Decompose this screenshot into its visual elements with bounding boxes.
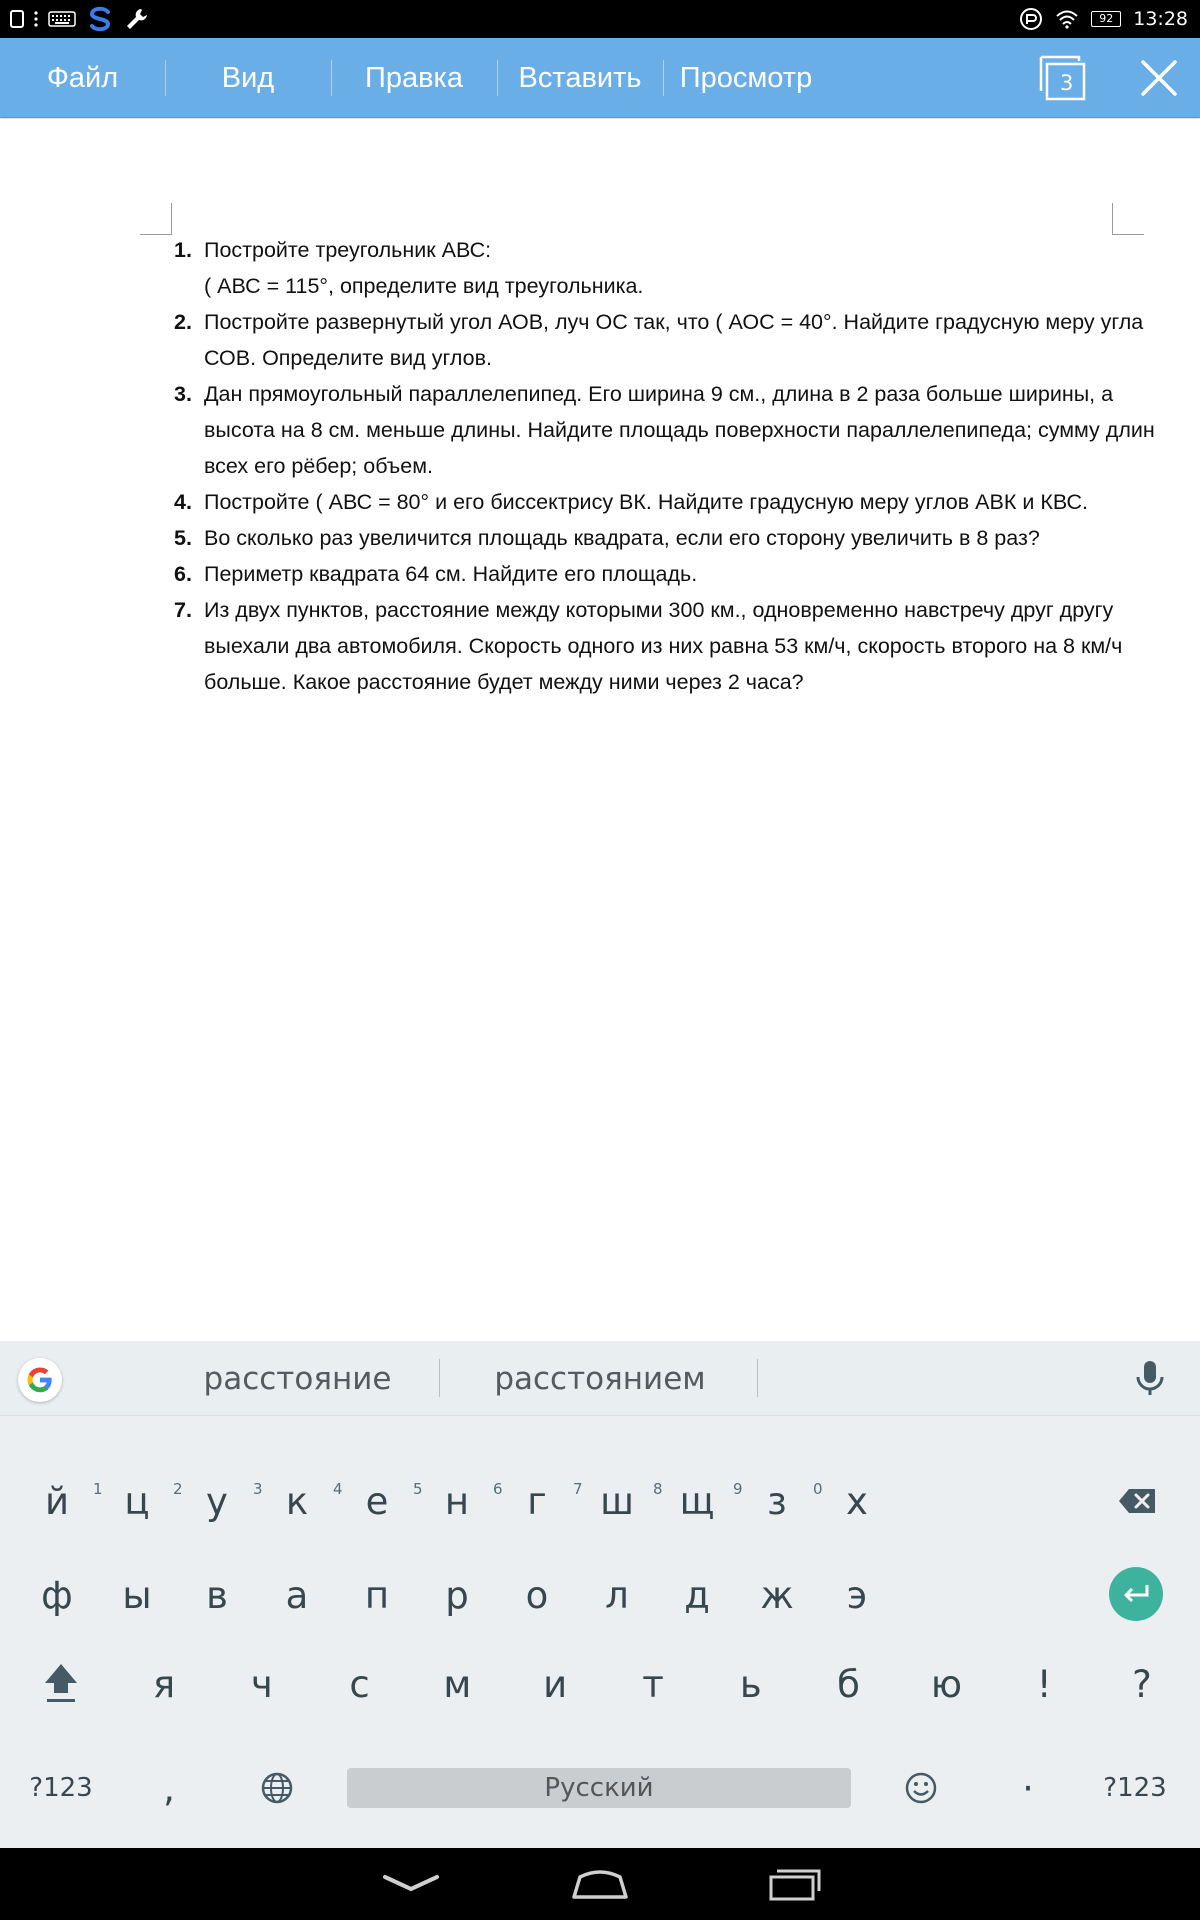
wrench-icon [124,6,150,32]
task-number: 4. [174,490,192,514]
letter-key[interactable]: т [642,1662,664,1706]
key-number-hint: 9 [733,1480,743,1498]
globe-icon [260,1771,294,1805]
letter-key[interactable]: ш [600,1479,634,1523]
task-text-line: Постройте треугольник АВС: [204,238,492,262]
task-text-line: Постройте развернутый угол АОВ, луч ОС так, что ( АОС = 40°. Найдите градусную меру угла [204,310,1144,334]
close-button[interactable] [1135,54,1183,102]
menu-file[interactable]: Файл [46,61,119,94]
task-text-line: ( АВС = 115°, определите вид треугольника. [204,274,644,298]
document-page[interactable] [0,119,1200,1341]
suggestion-divider [439,1359,440,1397]
key-number-hint: 2 [173,1480,183,1498]
wifi-icon [1055,9,1079,29]
status-bar [0,0,1200,38]
status-clock: 13:28 [1133,8,1188,30]
task-list [170,232,1155,700]
close-icon [1135,54,1183,102]
task-text-line: больше. Какое расстояние будет между ними через 2 часа? [204,670,804,694]
letter-key[interactable]: б [837,1662,860,1706]
task-item [170,592,1123,700]
home-icon [570,1867,630,1901]
more-dots-icon [34,10,38,28]
task-number: 5. [174,526,192,550]
suggestion-word[interactable]: расстояние [203,1360,392,1397]
task-text-line: выехали два автомобиля. Скорость одного из них равна 53 км/ч, скорость второго на 8 км/ч [204,634,1123,658]
backspace-icon [1117,1487,1157,1515]
letter-key[interactable]: ф [41,1573,73,1617]
letter-key[interactable]: ж [760,1573,794,1617]
task-number: 3. [174,382,192,406]
s-app-icon [86,5,114,33]
letter-key[interactable]: ч [250,1662,273,1706]
task-item [170,484,1120,520]
smiley-icon [904,1771,938,1805]
google-g-icon [26,1366,54,1394]
battery-level: 92 [1091,11,1121,27]
key-number-hint: 5 [413,1480,423,1498]
letter-key[interactable]: ы [122,1573,152,1617]
letter-key[interactable]: п [364,1573,390,1617]
task-number: 7. [174,598,192,622]
letter-key[interactable]: й [44,1479,70,1523]
space-bar[interactable]: Русский [347,1768,851,1808]
chevron-down-icon [381,1869,441,1899]
enter-key[interactable] [1109,1567,1163,1621]
letter-key[interactable]: э [846,1573,868,1617]
task-text-line: Дан прямоугольный параллелепипед. Его ширина 9 см., длина в 2 раза больше ширины, а [204,382,1114,406]
letter-key[interactable]: я [152,1662,176,1706]
letter-key[interactable]: л [605,1573,629,1617]
letter-key[interactable]: с [349,1662,370,1706]
key-number-hint: 6 [493,1480,503,1498]
onscreen-keyboard [0,1416,1200,1848]
navigation-bar [0,1848,1200,1920]
letter-key[interactable]: н [444,1479,470,1523]
key-number-hint: 3 [253,1480,263,1498]
language-key[interactable] [232,1743,322,1833]
key-number-hint: 4 [333,1480,343,1498]
letter-key[interactable]: а [285,1573,309,1617]
data-saver-icon [1019,7,1043,31]
notification-square-icon [10,10,24,28]
task-text-line: высота на 8 см. меньше длины. Найдите площадь поверхности параллелепипеда; сумму длин [204,418,1155,442]
task-item [170,376,1155,484]
microphone-icon [1130,1357,1170,1401]
letter-key[interactable]: д [684,1573,710,1617]
letter-key[interactable]: у [206,1479,228,1523]
recents-nav-button[interactable] [758,1862,828,1906]
shift-arrow-icon [41,1661,81,1705]
letter-key[interactable]: ь [739,1662,762,1706]
key-number-hint: 1 [93,1480,103,1498]
shift-key[interactable] [16,1638,106,1728]
task-item [170,556,1120,592]
task-number: 1. [174,238,192,262]
menu-insert[interactable]: Вставить [518,61,642,94]
mic-button[interactable] [1130,1357,1170,1401]
symbols-key[interactable]: ?123 [29,1773,93,1803]
menu-review[interactable]: Просмотр [679,61,813,94]
period-key[interactable]: · [1022,1766,1034,1810]
margin-corner-mark [140,203,172,235]
margin-corner-mark [1112,203,1144,235]
letter-key[interactable]: и [543,1662,568,1706]
task-text-line: Постройте ( АВС = 80° и его биссектрису ВК. Найдите градусную меру углов АВК и КВС. [204,490,1088,514]
enter-arrow-icon [1121,1583,1151,1605]
letter-key[interactable]: м [443,1662,472,1706]
key-number-hint: 7 [573,1480,583,1498]
letter-key[interactable]: в [206,1573,228,1617]
letter-key[interactable]: ц [124,1479,150,1523]
letter-key[interactable]: о [525,1573,549,1617]
comma-key[interactable]: , [163,1766,175,1810]
tabs-button[interactable] [1038,54,1088,102]
letter-key[interactable]: г [527,1479,547,1523]
letter-key[interactable]: е [365,1479,389,1523]
task-text-line: Периметр квадрата 64 см. Найдите его площадь. [204,562,698,586]
task-text-line: СОВ. Определите вид углов. [204,346,492,370]
task-item [170,304,1144,376]
back-nav-button[interactable] [376,1862,446,1906]
tabs-count: 3 [1060,71,1074,95]
letter-key[interactable]: ! [1036,1662,1052,1706]
menu-edit[interactable]: Правка [365,61,463,94]
key-number-hint: 0 [813,1480,823,1498]
app-toolbar [0,38,1200,118]
backspace-key[interactable] [1092,1456,1182,1546]
emoji-key[interactable] [876,1743,966,1833]
task-number: 2. [174,310,192,334]
suggestion-word[interactable]: расстоянием [494,1360,706,1397]
symbols-key-right[interactable]: ?123 [1103,1773,1167,1803]
task-text-line: всех его рёбер; объем. [204,454,433,478]
recent-apps-icon [763,1867,823,1901]
menu-view[interactable]: Вид [221,61,275,94]
letter-key[interactable]: з [767,1479,787,1523]
suggestion-bar [0,1341,1200,1416]
letter-key[interactable]: щ [679,1479,715,1523]
task-item [170,232,1120,304]
task-item [170,520,1120,556]
task-text-line: Во сколько раз увеличится площадь квадрата, если его сторону увеличить в 8 раз? [204,526,1040,550]
task-text-line: Из двух пунктов, расстояние между которыми 300 км., одновременно навстречу друг другу [204,598,1114,622]
home-nav-button[interactable] [565,1862,635,1906]
letter-key[interactable]: ю [930,1662,962,1706]
google-button[interactable] [18,1358,62,1402]
letter-key[interactable]: р [445,1573,469,1617]
letter-key[interactable]: х [846,1479,868,1523]
keyboard-icon [48,11,76,27]
letter-key[interactable]: к [285,1479,309,1523]
key-number-hint: 8 [653,1480,663,1498]
task-number: 6. [174,562,192,586]
letter-key[interactable]: ? [1132,1662,1152,1706]
suggestion-divider [757,1359,758,1397]
